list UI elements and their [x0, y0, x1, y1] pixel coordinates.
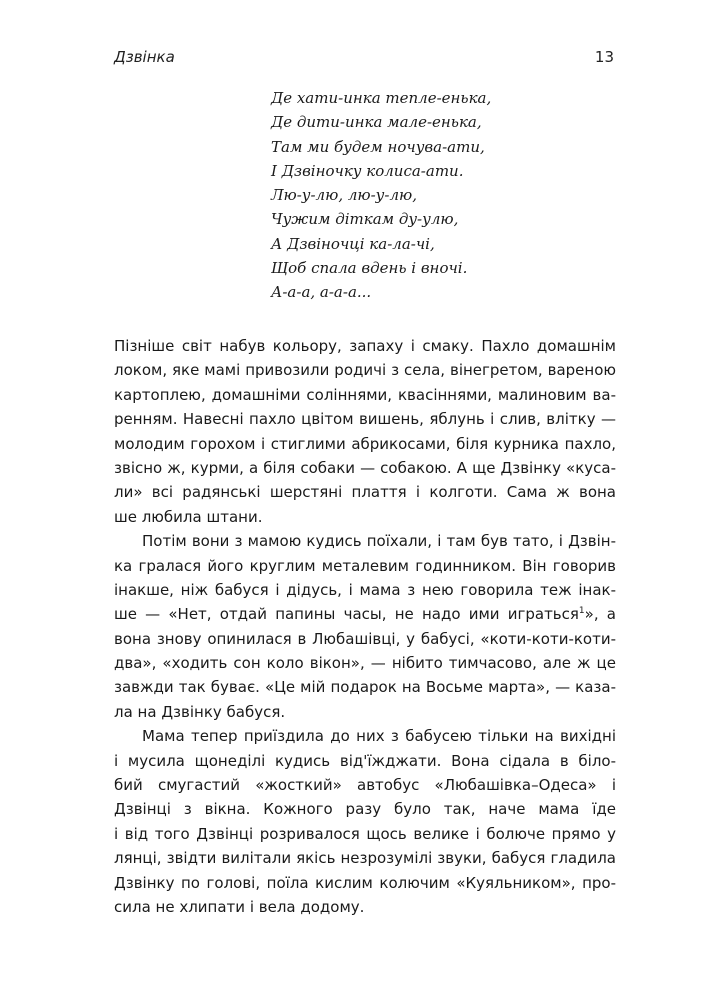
poem-line: Там ми будем ночува-ати,: [271, 137, 485, 156]
poem-line: Чужим діткам ду-улю,: [271, 210, 459, 229]
paragraph-1-line: ли» всі радянські шерстяні плаття і колготи. Сама ж вона: [114, 483, 616, 502]
paragraph-2-line: Потім вони з мамою кудись поїхали, і там був тато, і Дзвін-: [142, 532, 616, 551]
paragraph-1-line: звісно ж, курми, а біля собаки — собакою. А ще Дзвінку «куса-: [114, 458, 616, 477]
paragraph-3-line: і мусила щонеділі кудись від'їжджати. Вона сідала в біло-: [114, 751, 616, 770]
paragraph-3-line: і від того Дзвінці розривалося щось велике і болюче прямо у: [114, 824, 616, 843]
paragraph-2-line: завжди так буває. «Це мій подарок на Восьме марта», — каза-: [114, 678, 616, 697]
paragraph-1-line: локом, яке мамі привозили родичі з села, вінегретом, вареною: [114, 361, 616, 380]
paragraph-2-line-end: », а: [584, 605, 616, 624]
paragraph-3-line: лянці, звідти вилітали якісь незрозумілі звуки, бабуся гладила: [114, 849, 616, 868]
paragraph-2-line-footnoted: [114, 602, 616, 626]
paragraph-1-line: картоплею, домашніми соліннями, квасіннями, малиновим ва-: [114, 385, 616, 404]
paragraph-1-line: Пізніше світ набув кольору, запаху і смаку. Пахло домашнім: [114, 337, 616, 355]
paragraph-1-line: ренням. Навесні пахло цвітом вишень, яблунь і слив, влітку —: [114, 410, 616, 429]
paragraph-3-line: бий смугастий «жосткий» автобус «Любашівка–Одеса» і: [114, 776, 616, 795]
lullaby-poem: [271, 86, 491, 305]
poem-line: А Дзвіночці ка-ла-чі,: [271, 234, 435, 253]
running-title: Дзвінка: [114, 48, 175, 66]
paragraph-3-line: Дзвінці з вікна. Кожного разу було так, наче мама їде: [114, 800, 616, 819]
poem-line: Де дити-инка мале-енька,: [271, 113, 482, 132]
paragraph-2-line: ка гралася його круглим металевим годинником. Він говорив: [114, 556, 616, 575]
paragraph-3-line: Мама тепер приїздила до них з бабусею тільки на вихідні: [142, 727, 616, 746]
footnote-marker[interactable]: 1: [578, 606, 585, 617]
paragraph-2-line: інакше, ніж бабуся і дідусь, і мама з нею говорила теж інак-: [114, 580, 616, 599]
page-number: 13: [594, 48, 614, 66]
paragraph-2-line: два», «ходить сон коло вікон», — нібито тимчасово, але ж це: [114, 654, 616, 673]
paragraph-2-line-start: ше — «Нет, отдай папины часы, не надо ими играться: [114, 605, 579, 624]
paragraph-2-line: вона знову опинилася в Любашівці, у бабусі, «коти-коти-коти-: [114, 629, 616, 648]
poem-line: А-а-а, а-а-а...: [271, 283, 372, 302]
paragraph-1-line: ше любила штани.: [114, 507, 263, 526]
poem-line: Де хати-инка тепле-енька,: [271, 89, 492, 107]
poem-line: Лю-у-лю, лю-у-лю,: [271, 186, 417, 205]
paragraph-1-line: молодим горохом і стиглими абрикосами, біля курника пахло,: [114, 434, 616, 453]
paragraph-2-line: ла на Дзвінку бабуся.: [114, 702, 286, 721]
paragraph-3-line: сила не хлипати і вела додому.: [114, 897, 365, 916]
body-text: [114, 334, 616, 919]
poem-line: І Дзвіночку колиса-ати.: [271, 161, 464, 180]
paragraph-3-line: Дзвінку по голові, поїла кислим колючим «Куяльником», про-: [114, 873, 616, 892]
poem-line: Щоб спала вдень і вночі.: [271, 259, 468, 278]
